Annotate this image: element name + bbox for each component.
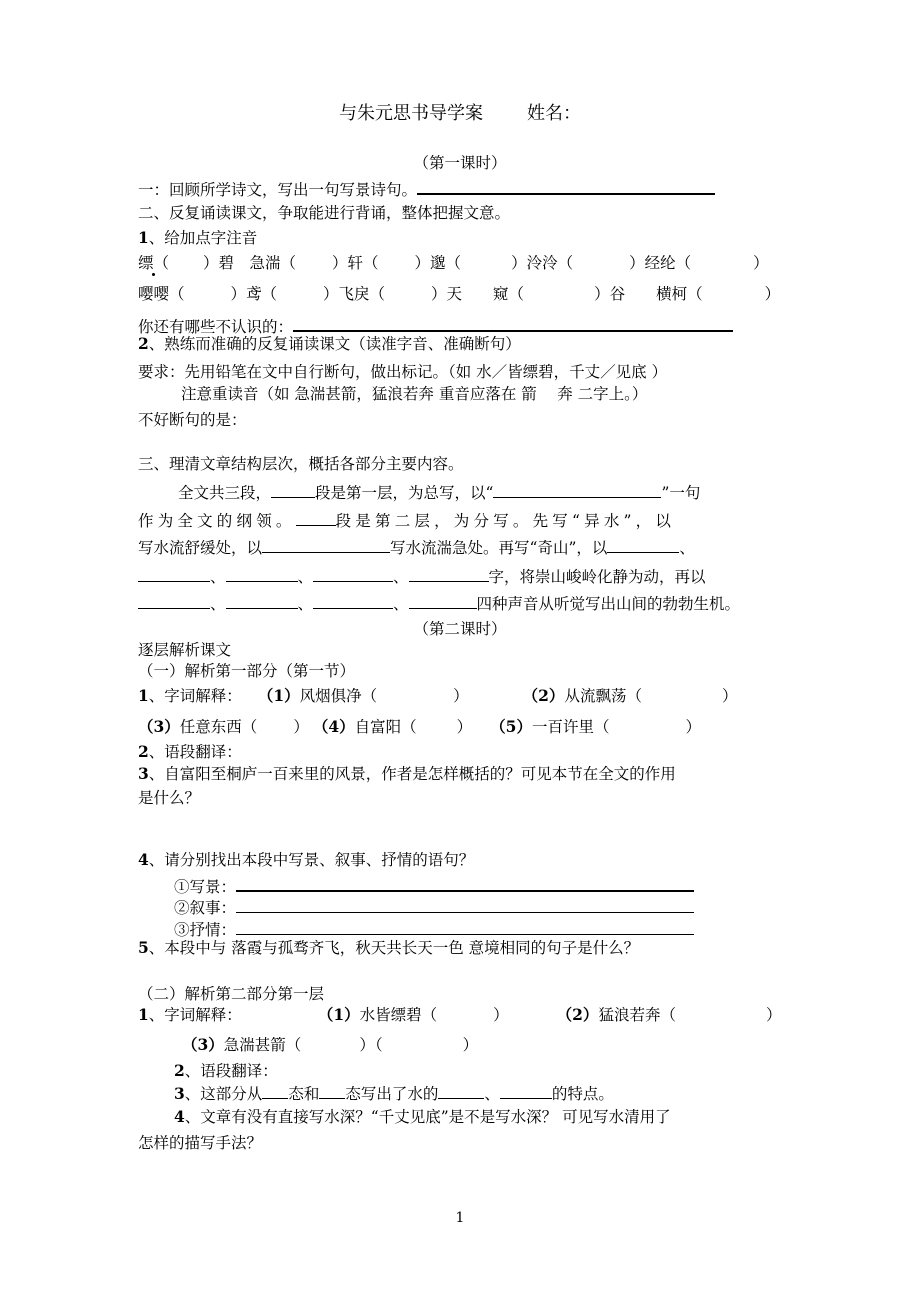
item-number: （2）	[522, 686, 565, 705]
blank-sound-2[interactable]	[226, 592, 298, 609]
structure-text: 写水流舒缓处，以	[138, 539, 263, 557]
pinyin-row-2	[138, 283, 780, 305]
structure-line-2	[138, 509, 675, 532]
part-text: 、给加点字注音	[148, 229, 258, 247]
item-number: 1	[138, 686, 149, 705]
question-3-summary-cont: 是什么？	[138, 789, 201, 807]
item-number: 3	[138, 764, 149, 783]
structure-text: ”一句	[661, 484, 701, 502]
blank-calm-water[interactable]	[262, 536, 390, 553]
item-number: 4	[174, 1107, 185, 1126]
structure-text: 段是第一层，为总写，以“	[315, 484, 494, 502]
blank-state-1[interactable]	[262, 1082, 288, 1099]
question-5	[138, 937, 639, 959]
lesson1-heading: （第一课时）	[413, 154, 507, 172]
item-number: （2）	[556, 1005, 599, 1024]
answer-blank-narrative[interactable]	[236, 896, 694, 913]
item-text: 态写出了水的	[345, 1085, 439, 1103]
blank-sound-4[interactable]	[409, 592, 477, 609]
item-text: 、语段翻译：	[184, 1062, 278, 1080]
item-text: 、文章有没有直接写水深？“千丈见底”是不是写水深？ 可见写水清用了	[184, 1108, 671, 1126]
requirement-line-2: 注意重读音（如 急湍甚箭，猛浪若奔 重音应落在 箭 奔 二字上。）	[181, 385, 648, 403]
part2-question-3	[174, 1082, 614, 1105]
item-text: 、请分别找出本段中写景、叙事、抒情的语句？	[148, 851, 475, 869]
line-label: ③抒情：	[174, 921, 237, 939]
structure-text: 、	[297, 595, 314, 613]
translation-item	[138, 741, 242, 763]
pinyin-item: ）碧 急湍（	[203, 254, 297, 272]
scenery-line	[174, 874, 694, 898]
structure-line-3	[138, 536, 695, 559]
answer-blank-scenery[interactable]	[236, 874, 694, 892]
words-label: 、字词解释：	[148, 1006, 242, 1024]
structure-text: 全文共三段，	[178, 484, 272, 502]
structure-text: 作为全文的纲领。	[138, 512, 296, 530]
paren: ）	[456, 718, 473, 736]
blank-verb-3[interactable]	[226, 565, 298, 582]
item-number: （1）	[317, 1005, 360, 1024]
structure-text: 、	[210, 568, 226, 586]
analysis-title: 逐层解析课文	[138, 641, 232, 659]
pinyin-item: 缥（	[138, 254, 170, 272]
word-item: 自富阳（	[354, 718, 417, 736]
blank-verb-2[interactable]	[138, 565, 210, 582]
part2-words-row-1	[138, 1004, 781, 1026]
item-number: 5	[138, 938, 149, 957]
part2-translation	[174, 1060, 278, 1082]
item-number: 4	[138, 850, 149, 869]
part-2-heading	[138, 333, 521, 355]
document-title: 与朱元思书导学案	[339, 103, 483, 124]
pinyin-item: 嘤嘤（	[138, 285, 185, 303]
structure-text: 段是第二层，为分写。先写“异水”，以	[335, 512, 676, 530]
item-text: 、这部分从	[184, 1085, 263, 1103]
pinyin-item: ）	[753, 254, 769, 272]
item-text: 、自富阳至桐庐一百来里的风景，作者是怎样概括的？可见本节在全文的作用	[148, 765, 676, 783]
structure-text: 、	[210, 595, 226, 613]
blank-verb-4[interactable]	[313, 565, 393, 582]
answer-blank-emotion[interactable]	[236, 918, 694, 935]
structure-line-1	[178, 481, 700, 504]
paren: ）	[721, 687, 738, 705]
paren: ）	[462, 1036, 479, 1054]
part-1-heading	[138, 227, 257, 249]
structure-text: 、	[393, 595, 409, 613]
words-row-1	[138, 685, 737, 707]
pinyin-item: ）天 窥（	[431, 285, 525, 303]
blank-state-2[interactable]	[319, 1082, 345, 1099]
part-2-title: （二）解析第二部分第一层	[138, 985, 325, 1003]
part2-question-4-cont: 怎样的描写手法？	[138, 1134, 263, 1152]
blank-paragraph-2[interactable]	[296, 509, 336, 526]
requirement-line-1: 要求：先用铅笔在文中自行断句，做出标记。（如 水／皆缥碧，千丈／见底 ）	[138, 363, 668, 381]
structure-text: 字，将崇山峻岭化静为动，再以	[488, 568, 706, 586]
part-number: 1	[138, 228, 149, 247]
part-1-title: （一）解析第一部分（第一节）	[138, 662, 356, 680]
structure-text: 写水流湍急处。再写“奇山”，以	[390, 539, 608, 557]
paren: ）	[765, 1006, 782, 1024]
item-number: （5）	[490, 717, 532, 736]
pinyin-item: ）邈（	[414, 254, 462, 272]
item-text: 、语段翻译：	[148, 743, 242, 761]
blank-verb-5[interactable]	[409, 565, 489, 582]
blank-feature-1[interactable]	[438, 1082, 484, 1099]
item-number: （3）	[138, 717, 180, 736]
pinyin-item: ）谷 横柯（	[594, 285, 703, 303]
lesson2-heading: （第二课时）	[413, 620, 507, 638]
item-text: 、	[484, 1085, 500, 1103]
pinyin-item: ）泠泠（	[511, 254, 574, 272]
structure-text: 四种声音从听觉写出山间的勃勃生机。	[476, 595, 741, 613]
paren: ）（	[359, 1036, 383, 1054]
item-text: 的特点。	[551, 1085, 614, 1103]
word-item: 水皆缥碧（	[359, 1006, 438, 1024]
question-1	[138, 177, 715, 201]
pinyin-row-1	[138, 252, 769, 274]
item-number: （1）	[257, 686, 300, 705]
structure-text: 、	[393, 568, 409, 586]
name-label: 姓名：	[527, 103, 581, 124]
pinyin-item: ）飞戾（	[323, 285, 386, 303]
item-number: （3）	[182, 1035, 224, 1054]
question-3-summary	[138, 763, 676, 785]
word-item: 任意东西（	[179, 718, 258, 736]
hard-to-break-label: 不好断句的是：	[138, 411, 247, 429]
word-item: 一百许里（	[531, 718, 610, 736]
question-4	[138, 849, 474, 871]
blank-key-sentence[interactable]	[493, 481, 661, 498]
pinyin-item: ）	[764, 285, 781, 303]
page-number: 1	[455, 1210, 465, 1226]
structure-text: 、	[679, 539, 695, 557]
question-3: 三、理清文章结构层次，概括各部分主要内容。	[138, 455, 464, 473]
structure-line-4	[138, 565, 706, 588]
pinyin-item: ）鸢（	[230, 285, 278, 303]
paren: ）	[293, 718, 309, 736]
words-row-2	[138, 716, 701, 738]
part2-words-row-2	[182, 1034, 478, 1056]
word-item: 猛浪若奔（	[598, 1006, 676, 1024]
item-text: 、本段中与 落霞与孤骛齐飞，秋天共长天一色 意境相同的句子是什么？	[148, 939, 640, 957]
word-item: 从流飘荡（	[564, 687, 642, 705]
line-label: ②叙事：	[174, 899, 237, 917]
answer-blank-poem[interactable]	[417, 177, 715, 195]
item-number: 1	[138, 1005, 149, 1024]
answer-blank-unknown[interactable]	[293, 314, 733, 332]
word-item: 急湍甚箭（	[223, 1036, 302, 1054]
item-number: 2	[174, 1061, 185, 1080]
item-number: 3	[174, 1084, 185, 1103]
paren: ）	[493, 1006, 509, 1024]
narrative-line	[174, 896, 694, 919]
part-text: 、熟练而准确的反复诵读课文（读准字音、准确断句）	[148, 335, 521, 353]
unknown-label: 你还有哪些不认识的：	[138, 318, 294, 336]
paren: ）	[685, 718, 701, 736]
blank-verb-1[interactable]	[607, 536, 679, 553]
structure-text: 、	[297, 568, 314, 586]
words-label: 、字词解释：	[148, 687, 242, 705]
question-2: 二、反复诵读课文，争取能进行背诵，整体把握文意。	[138, 204, 511, 222]
pinyin-item: ）经纶（	[629, 254, 692, 272]
page-title	[0, 103, 920, 125]
item-number: （4）	[312, 717, 355, 736]
blank-paragraph-1[interactable]	[271, 481, 315, 498]
item-text: 态和	[288, 1085, 320, 1103]
part2-question-4	[174, 1106, 671, 1128]
question-1-text: 一：回顾所学诗文，写出一句写景诗句。	[138, 181, 418, 199]
part-number: 2	[138, 334, 149, 353]
paren: ）	[453, 687, 469, 705]
structure-line-5	[138, 592, 740, 615]
blank-feature-2[interactable]	[500, 1082, 552, 1099]
line-label: ①写景：	[174, 878, 237, 896]
pinyin-item: ）轩（	[332, 254, 379, 272]
blank-sound-3[interactable]	[313, 592, 393, 609]
word-item: 风烟俱净（	[299, 687, 378, 705]
blank-sound-1[interactable]	[138, 592, 210, 609]
item-number: 2	[138, 742, 149, 761]
